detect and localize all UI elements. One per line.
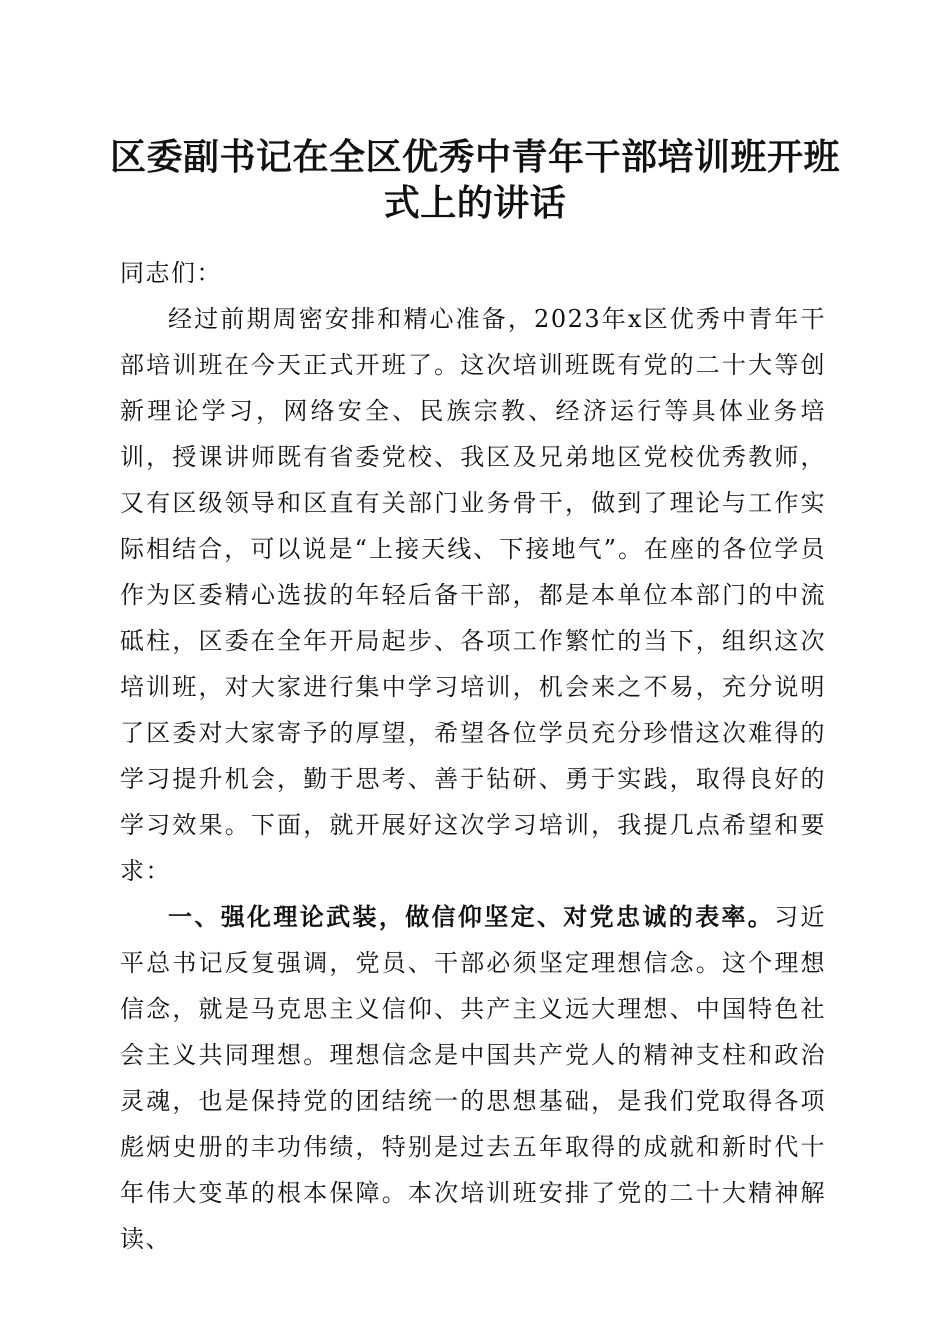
section-one-heading: 一、强化理论武装，做信仰坚定、对党忠诚的表率。: [168, 902, 775, 931]
section-one-text: 习近平总书记反复强调，党员、干部必须坚定理想信念。这个理想信念，就是马克思主义信仰、共产主义远大理想、中国特色社会主义共同理想。理想信念是中国共产党人的精神支柱和政治灵魂，也是保持党的团结统一的思想基础，是我们党取得各项彪炳史册的丰功伟绩，特别是过去五年取得的成就和新时代十年伟大变革的根本保障。本次培训班安排了党的二十大精神解读、: [120, 903, 827, 1253]
document-title: 区委副书记在全区优秀中青年干部培训班开班式上的讲话: [109, 136, 840, 224]
salutation: 同志们：: [120, 259, 222, 287]
section-one-paragraph: [120, 894, 826, 1262]
document-body: [120, 250, 826, 1262]
paragraph-intro: 经过前期周密安排和精心准备，2023年x区优秀中青年干部培训班在今天正式开班了。这次培训班既有党的二十大等创新理论学习，网络安全、民族宗教、经济运行等具体业务培训，授课讲师既有省委党校、我区及兄弟地区党校优秀教师，又有区级领导和区直有关部门业务骨干，做到了理论与工作实际相结合，可以说是“上接天线、下接地气”。在座的各位学员作为区委精心选拔的年轻后备干部，都是本单位本部门的中流砥柱，区委在全年开局起步、各项工作繁忙的当下，组织这次培训班，对大家进行集中学习培训，机会来之不易，充分说明了区委对大家寄予的厚望，希望各位学员充分珍惜这次难得的学习提升机会，勤于思考、善于钻研、勇于实践，取得良好的学习效果。下面，就开展好这次学习培训，我提几点希望和要求：: [120, 305, 826, 885]
